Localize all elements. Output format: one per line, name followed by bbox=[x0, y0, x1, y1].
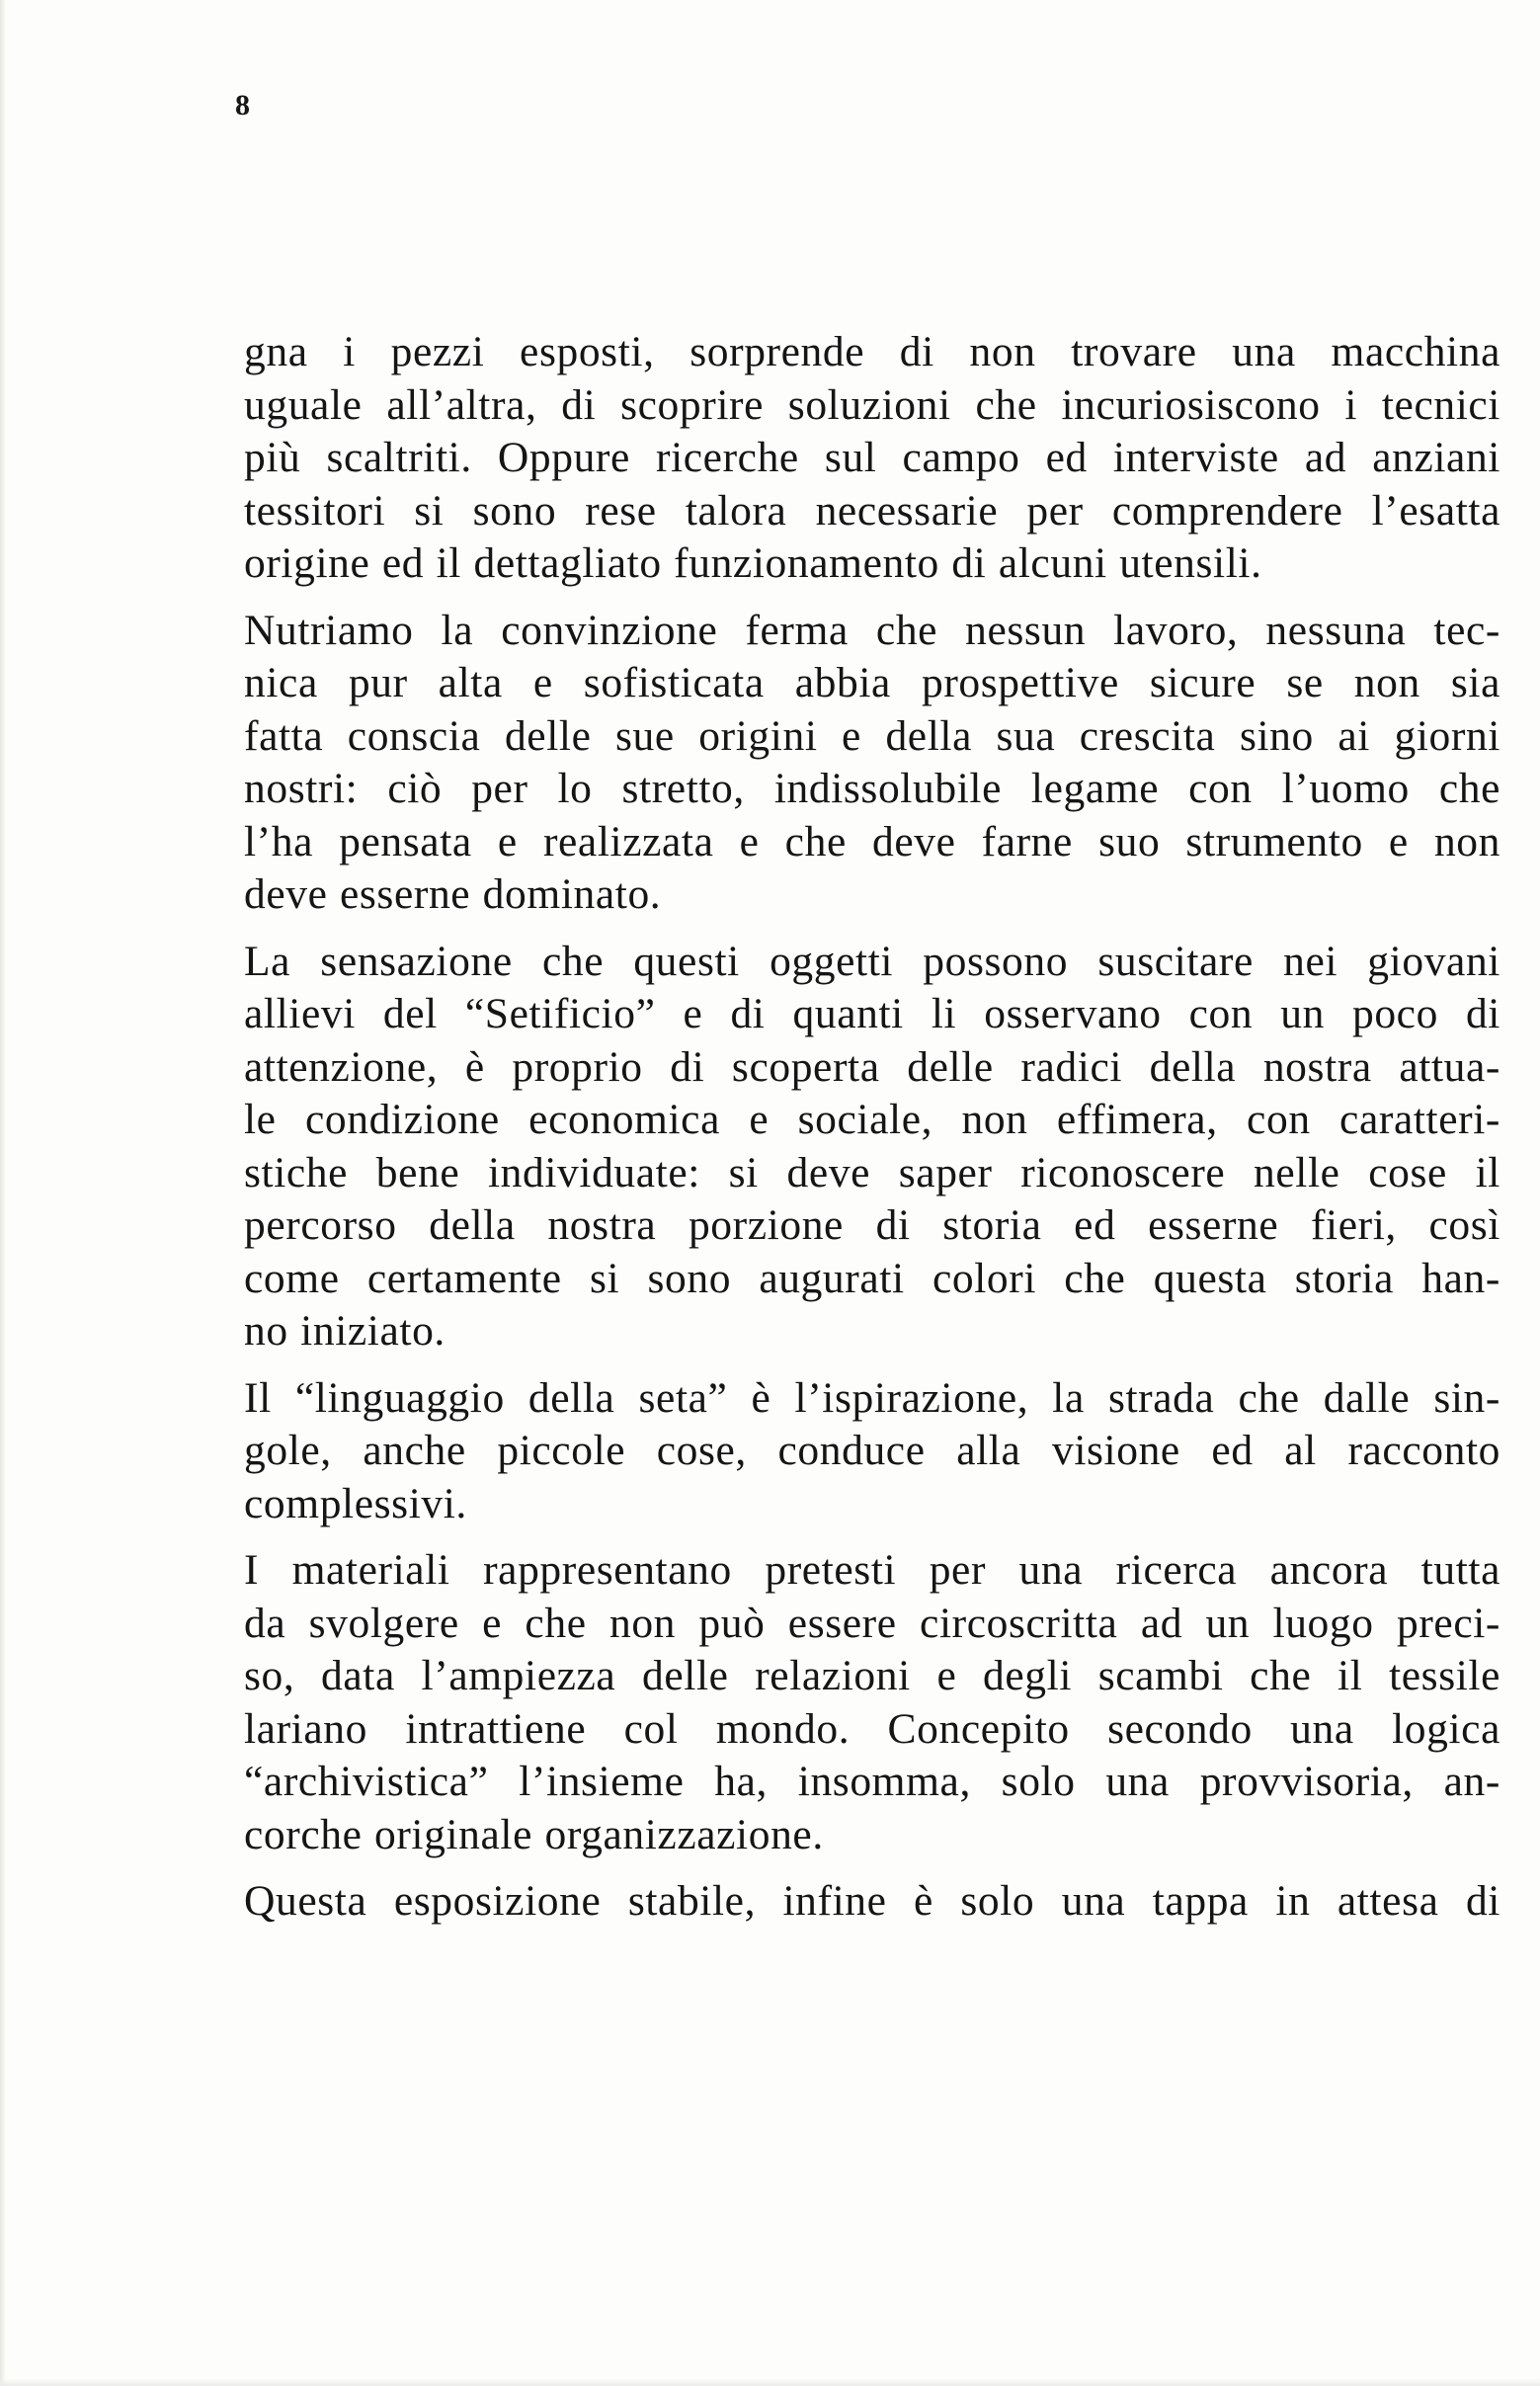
text-line: Questa esposizione stabile, infine è solo una tappa in attesa di bbox=[244, 1877, 1500, 1925]
text-line: percorso della nostra porzione di storia ed esserne fieri, così bbox=[244, 1201, 1500, 1249]
text-line: so, data l’ampiezza delle relazioni e degli scambi che il tessile bbox=[244, 1652, 1500, 1699]
text-line: gna i pezzi esposti, sorprende di non trovare una macchina bbox=[244, 328, 1500, 375]
paragraph bbox=[244, 936, 1500, 1358]
text-line: gole, anche piccole cose, conduce alla visione ed al racconto bbox=[244, 1427, 1500, 1474]
scan-edge bbox=[0, 2378, 1540, 2386]
paragraph bbox=[244, 326, 1500, 591]
text-line: origine ed il dettagliato funzionamento di alcuni utensili. bbox=[244, 539, 1262, 587]
paragraph bbox=[244, 1544, 1500, 1861]
scan-edge bbox=[0, 0, 6, 2386]
page-number: 8 bbox=[235, 89, 250, 122]
text-line: Il “linguaggio della seta” è l’ispirazione, la strada che dalle sin- bbox=[244, 1373, 1500, 1422]
text-line: stiche bene individuate: si deve saper riconoscere nelle cose il bbox=[244, 1148, 1500, 1196]
text-line: fatta conscia delle sue origini e della sua crescita sino ai giorni bbox=[244, 711, 1500, 760]
text-line: l’ha pensata e realizzata e che deve farne suo strumento e non bbox=[244, 817, 1500, 865]
text-line: tessitori si sono rese talora necessarie per comprendere l’esatta bbox=[244, 486, 1500, 535]
text-line: nostri: ciò per lo stretto, indissolubile legame con l’uomo che bbox=[244, 765, 1500, 812]
text-line: La sensazione che questi oggetti possono suscitare nei giovani bbox=[244, 937, 1500, 985]
paragraph bbox=[244, 1875, 1500, 1929]
text-line: le condizione economica e sociale, non effimera, con caratteri- bbox=[244, 1096, 1500, 1143]
text-line: corche originale organizzazione. bbox=[244, 1810, 824, 1858]
text-line: “archivistica” l’insieme ha, insomma, solo una provvisoria, an- bbox=[244, 1758, 1500, 1805]
text-line: no iniziato. bbox=[244, 1307, 446, 1355]
text-line: allievi del “Setificio” e di quanti li osservano con un poco di bbox=[244, 990, 1500, 1037]
text-line: I materiali rappresentano pretesti per una ricerca ancora tutta bbox=[244, 1546, 1500, 1594]
paragraph bbox=[244, 1372, 1500, 1531]
text-line: complessivi. bbox=[244, 1479, 467, 1527]
text-line: come certamente si sono augurati colori che questa storia han- bbox=[244, 1254, 1500, 1302]
text-line: Nutriamo la convinzione ferma che nessun lavoro, nessuna tec- bbox=[244, 606, 1500, 654]
paragraph bbox=[244, 605, 1500, 922]
text-line: lariano intrattiene col mondo. Concepito secondo una logica bbox=[244, 1704, 1500, 1753]
text-line: attenzione, è proprio di scoperta delle radici della nostra attua- bbox=[244, 1042, 1500, 1091]
text-line: più scaltriti. Oppure ricerche sul campo ed interviste ad anziani bbox=[244, 434, 1500, 481]
text-line: nica pur alta e sofisticata abbia prospettive sicure se non sia bbox=[244, 659, 1500, 706]
text-line: da svolgere e che non può essere circoscritta ad un luogo preci- bbox=[244, 1599, 1500, 1647]
body-text bbox=[244, 326, 1500, 1942]
text-line: deve esserne dominato. bbox=[244, 870, 662, 918]
text-line: uguale all’altra, di scoprire soluzioni che incuriosiscono i tecnici bbox=[244, 380, 1500, 429]
